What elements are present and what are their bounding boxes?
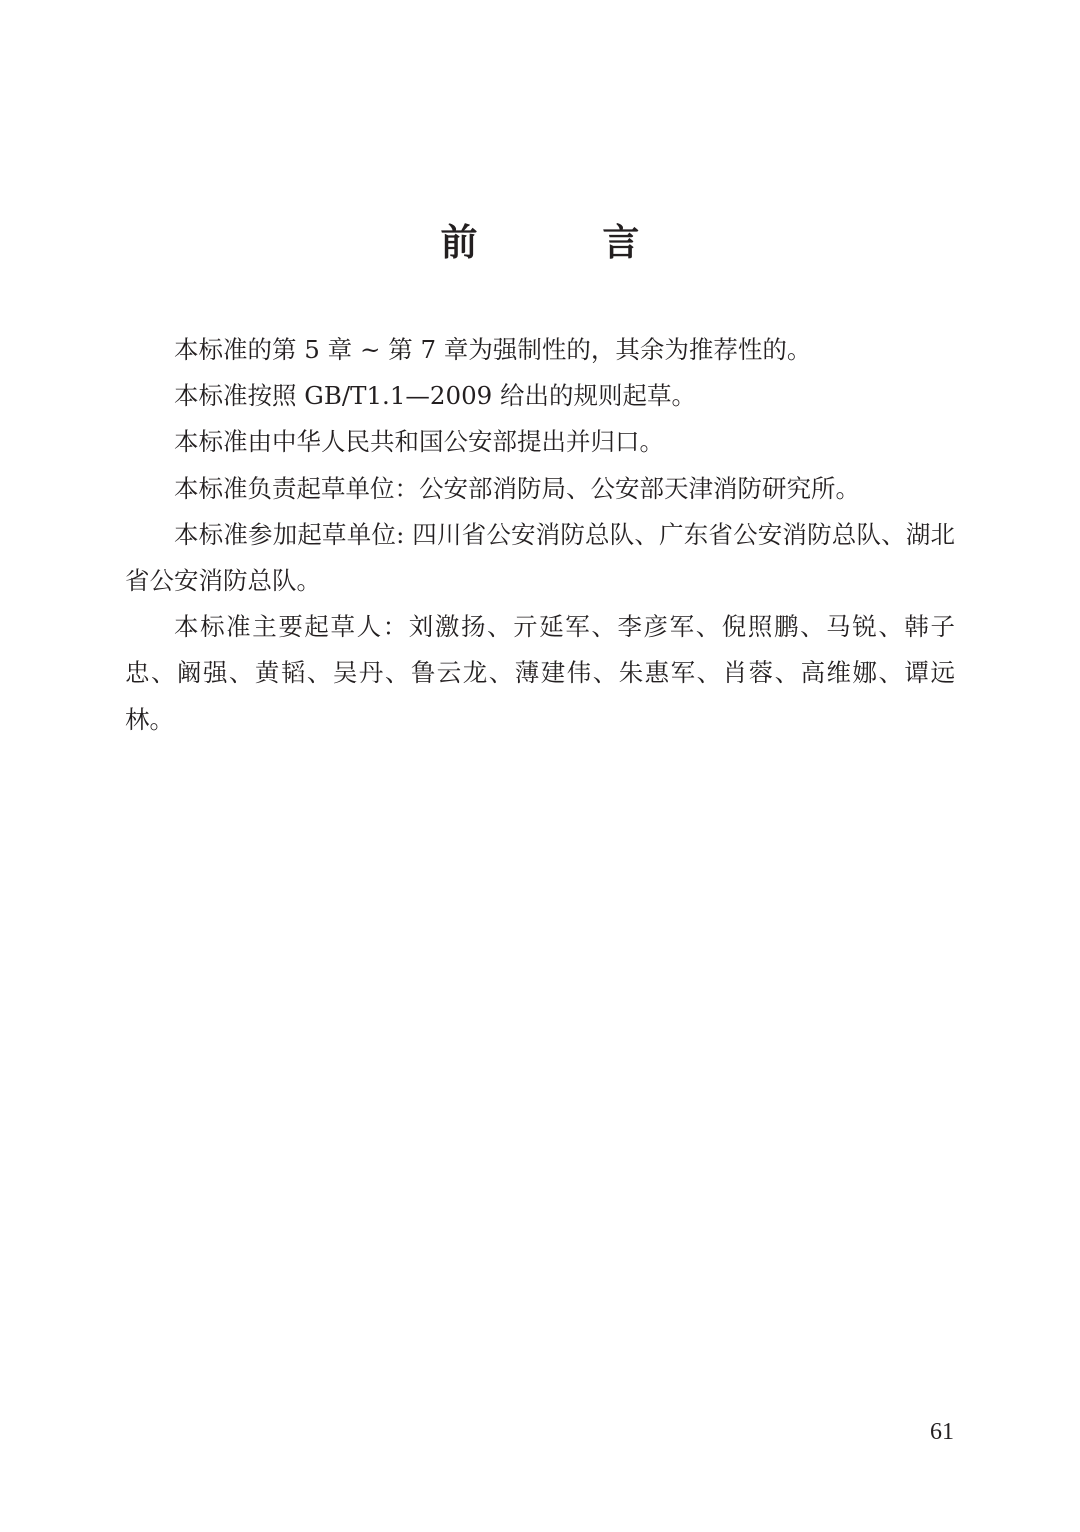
paragraph-responsible-units: 本标准负责起草单位：公安部消防局、公安部天津消防研究所。 <box>174 473 860 503</box>
foreword-body <box>125 327 955 743</box>
paragraph-proposer: 本标准由中华人民共和国公安部提出并归口。 <box>174 427 664 457</box>
paragraph-participating-units: 本标准参加起草单位: 四川省公安消防总队、广东省公安消防总队、湖北省公安消防总队。 <box>125 519 955 596</box>
page-number: 61 <box>930 1419 954 1445</box>
page-title: 前 言 <box>440 220 696 264</box>
paragraph-main-drafters: 本标准主要起草人：刘激扬、亓延军、李彦军、倪照鹏、马锐、韩子忠、阚强、黄韬、吴丹、鲁云龙、薄建伟、朱惠军、肖蓉、高维娜、谭远林。 <box>125 612 955 734</box>
paragraph-mandatory-chapters: 本标准的第 5 章 ~ 第 7 章为强制性的，其余为推荐性的。 <box>174 335 812 364</box>
paragraph-drafting-rules: 本标准按照 GB/T1.1—2009 给出的规则起草。 <box>174 381 697 411</box>
